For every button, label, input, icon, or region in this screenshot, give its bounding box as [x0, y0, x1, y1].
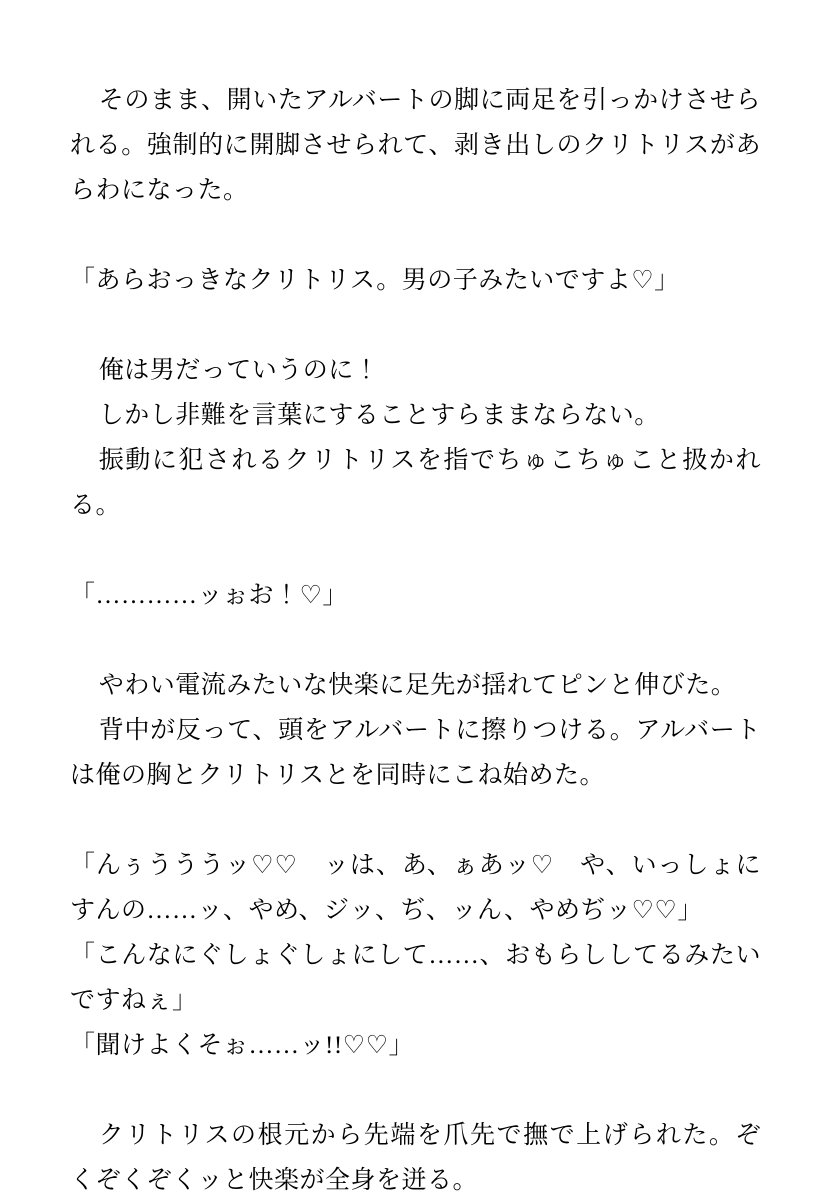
paragraph-opening: そのまま、開いたアルバートの脚に両足を引っかけさせられる。強制的に開脚させられて、剥き出しのクリトリスがあらわになった。	[70, 87, 761, 204]
narration-line-1: 俺は男だっていうのに！	[98, 357, 380, 384]
narration-line-4: やわい電流みたいな快楽に足先が揺れてピンと伸びた。	[98, 672, 737, 699]
dialogue-line-2: 「…………ッぉお！♡」	[70, 582, 348, 609]
narration-paragraph-2: 背中が反って、頭をアルバートに擦りつける。アルバートは俺の胸とクリトリスとを同時にこね始めた。	[70, 717, 761, 789]
dialogue-line-5: 「聞けよくそぉ……ッ!!♡♡」	[70, 1032, 414, 1059]
narration-line-2: しかし非難を言葉にすることすらままならない。	[98, 402, 660, 429]
dialogue-line-1: 「あらおっきなクリトリス。男の子みたいですよ♡」	[70, 267, 680, 294]
narration-line-3: 振動に犯されるクリトリスを指でちゅこちゅこと扱かれる。	[70, 447, 761, 519]
paragraph-spacer	[70, 798, 761, 843]
dialogue-line-3: 「んぅうううッ♡♡ ッは、あ、ぁあッ♡ や、いっしょにすんの……ッ、やめ、ジッ、ぢ、ッん、やめぢッ♡♡」	[70, 852, 761, 924]
paragraph-spacer	[70, 1068, 761, 1113]
paragraph-spacer	[70, 213, 761, 258]
paragraph-spacer	[70, 528, 761, 573]
dialogue-line-4: 「こんなにぐしょぐしょにして……、おもらししてるみたいですねぇ」	[70, 942, 761, 1014]
page-body	[70, 78, 761, 1203]
paragraph-spacer	[70, 618, 761, 663]
narration-paragraph-3: クリトリスの根元から先端を爪先で撫で上げられた。ぞくぞくぞくッと快楽が全身を迸る。	[70, 1122, 761, 1194]
paragraph-spacer	[70, 303, 761, 348]
